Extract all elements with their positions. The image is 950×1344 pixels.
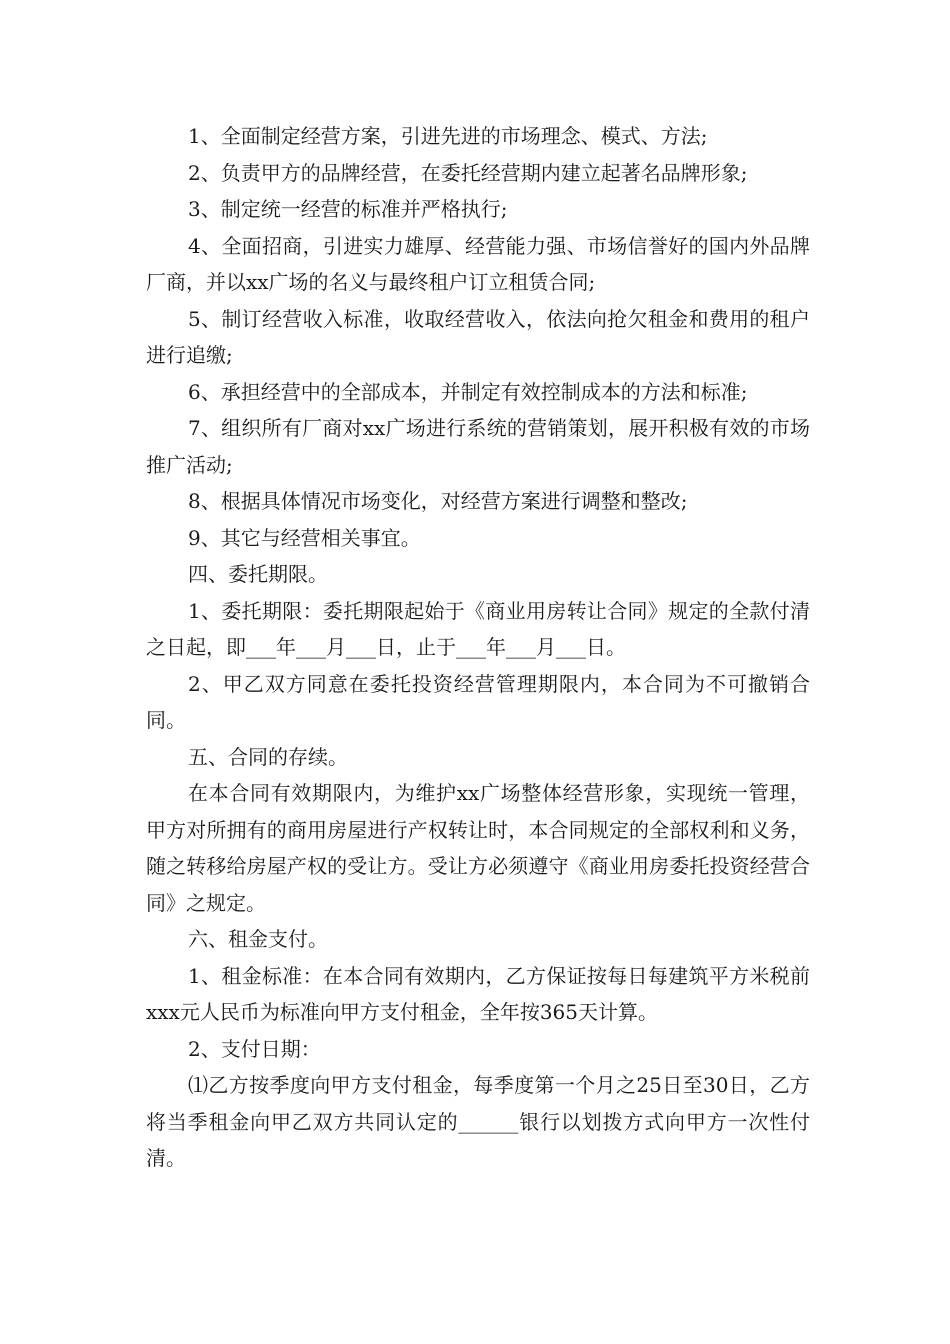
clause-item-6: 6、承担经营中的全部成本，并制定有效控制成本的方法和标准; bbox=[188, 379, 748, 404]
continuation-clause: 在本合同有效期限内，为维护xx广场整体经营形象，实现统一管理，甲方对所拥有的商用房屋进行产权转让时，本合同规定的全部权利和义务，随之转移给房屋产权的受让方。受让方必须遵守《商业用房委托投资经营合同》之规定。 bbox=[146, 781, 810, 915]
clause-item-8: 8、根据具体情况市场变化，对经营方案进行调整和整改; bbox=[188, 489, 688, 513]
rent-clause-2-sub-1: ⑴乙方按季度向甲方支付租金，每季度第一个月之25日至30日，乙方将当季租金向甲乙双方共同认定的______银行以划拨方式向甲方一次性付清。 bbox=[146, 1073, 810, 1170]
clause-item-2: 2、负责甲方的品牌经营，在委托经营期内建立起著名品牌形象; bbox=[188, 160, 748, 185]
term-clause-1: 1、委托期限：委托期限起始于《商业用房转让合同》规定的全款付清之日起，即___年___月___日，止于___年___月___日。 bbox=[146, 598, 810, 659]
section-heading-continuation: 五、合同的存续。 bbox=[188, 744, 348, 769]
clause-item-1: 1、全面制定经营方案，引进先进的市场理念、模式、方法; bbox=[188, 124, 708, 148]
rent-clause-1: 1、租金标准：在本合同有效期内，乙方保证按每日每建筑平方米税前xxx元人民币为标准向甲方支付租金，全年按365天计算。 bbox=[146, 963, 810, 1024]
section-heading-rent: 六、租金支付。 bbox=[188, 927, 328, 951]
section-heading-term: 四、委托期限。 bbox=[188, 562, 328, 586]
clause-item-3: 3、制定统一经营的标准并严格执行; bbox=[188, 197, 508, 221]
rent-clause-2: 2、支付日期： bbox=[188, 1036, 321, 1061]
document-page bbox=[146, 118, 810, 1177]
clause-item-4: 4、全面招商，引进实力雄厚、经营能力强、市场信誉好的国内外品牌厂商，并以xx广场的名义与最终租户订立租赁合同; bbox=[146, 233, 810, 294]
clause-item-9: 9、其它与经营相关事宜。 bbox=[188, 525, 421, 550]
clause-item-5: 5、制订经营收入标准，收取经营收入，依法向抢欠租金和费用的租户进行追缴; bbox=[146, 306, 810, 367]
clause-item-7: 7、组织所有厂商对xx广场进行系统的营销策划，展开积极有效的市场推广活动; bbox=[146, 416, 810, 477]
term-clause-2: 2、甲乙双方同意在委托投资经营管理期限内，本合同为不可撤销合同。 bbox=[146, 671, 810, 732]
